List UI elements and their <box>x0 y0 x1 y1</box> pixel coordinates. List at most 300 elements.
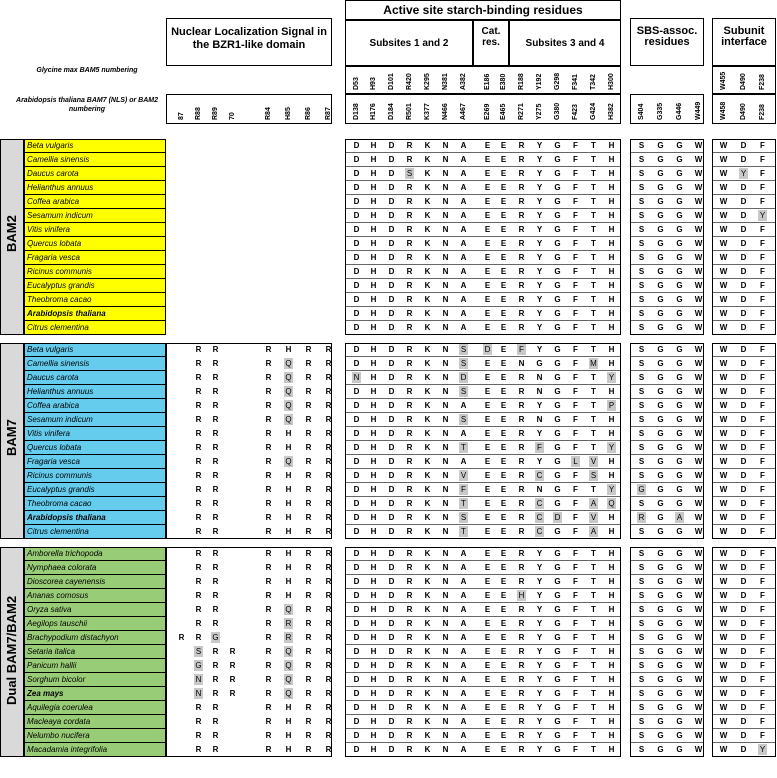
residue-cell: R <box>406 527 413 536</box>
residue-cell: Q <box>285 647 292 656</box>
residue-cell: H <box>370 387 377 396</box>
residue-cell: Y <box>536 717 543 726</box>
row-line <box>345 616 621 617</box>
residue-cell: N <box>442 183 449 192</box>
residue-cell: Y <box>536 591 543 600</box>
residue-cell: W <box>694 647 703 656</box>
residue-cell: D <box>353 225 360 234</box>
residue-cell: H <box>608 471 615 480</box>
species-name: Coffea arabica <box>24 195 166 209</box>
residue-cell: R <box>406 239 413 248</box>
residue-cell: F <box>760 239 765 248</box>
residue-cell: F <box>760 485 765 494</box>
row-line <box>345 482 621 483</box>
residue-cell: A <box>460 267 467 276</box>
row-line <box>712 714 776 715</box>
row-line <box>630 672 704 673</box>
residue-cell: D <box>388 499 395 508</box>
residue-cell: D <box>740 401 747 410</box>
residue-cell: T <box>459 526 468 537</box>
residue-cell: D <box>740 415 747 424</box>
residue-cell: T <box>591 155 596 164</box>
residue-cell: E <box>500 563 507 572</box>
gmax-position-label: F341 <box>572 74 579 90</box>
species-name: Macadamia integrifolia <box>24 743 166 757</box>
row-line <box>712 398 776 399</box>
residue-cell: G <box>676 563 683 572</box>
at-position-label: D138 <box>353 103 360 120</box>
residue-cell: G <box>657 675 664 684</box>
residue-cell: R <box>406 281 413 290</box>
residue-cell: G <box>554 577 561 586</box>
residue-cell: G <box>676 141 683 150</box>
residue-cell: K <box>424 689 431 698</box>
residue-cell: R <box>325 373 332 382</box>
row-line <box>630 250 704 251</box>
residue-cell: K <box>424 577 431 586</box>
residue-cell: Y <box>536 267 543 276</box>
residue-cell: R <box>212 415 219 424</box>
residue-cell: T <box>591 373 596 382</box>
residue-cell: D <box>388 703 395 712</box>
residue-cell: N <box>442 197 449 206</box>
residue-cell: D <box>353 141 360 150</box>
residue-cell: H <box>370 373 377 382</box>
residue-cell: E <box>500 731 507 740</box>
at-num-box-active <box>345 94 621 124</box>
residue-cell: A <box>676 513 683 522</box>
row-line <box>345 510 621 511</box>
row-line <box>345 306 621 307</box>
species-name: Helianthus annuus <box>24 181 166 195</box>
residue-cell: R <box>406 457 413 466</box>
residue-cell: E <box>500 309 507 318</box>
residue-cell: R <box>325 499 332 508</box>
residue-cell: F <box>760 281 765 290</box>
residue-cell: R <box>265 373 272 382</box>
residue-cell: Q <box>285 401 292 410</box>
residue-cell: W <box>694 323 703 332</box>
row-line <box>630 292 704 293</box>
row-line <box>345 292 621 293</box>
at-position-label: S404 <box>638 103 645 120</box>
residue-cell: D <box>353 401 360 410</box>
active-site-header: Active site starch-binding residues <box>383 3 583 17</box>
residue-cell: K <box>424 485 431 494</box>
residue-cell: E <box>500 549 507 558</box>
residue-cell: G <box>554 141 561 150</box>
residue-cell: D <box>388 253 395 262</box>
row-line <box>630 306 704 307</box>
residue-cell: W <box>719 155 728 164</box>
residue-cell: F <box>573 527 578 536</box>
residue-cell: G <box>554 605 561 614</box>
residue-cell: K <box>424 155 431 164</box>
residue-cell: Q <box>285 373 292 382</box>
residue-cell: R <box>518 577 525 586</box>
residue-cell: H <box>370 513 377 522</box>
row-line <box>630 426 704 427</box>
residue-cell: S <box>638 689 645 698</box>
residue-cell: G <box>554 703 561 712</box>
row-line <box>345 236 621 237</box>
row-line <box>345 672 621 673</box>
at-position-label: W449 <box>695 101 702 120</box>
residue-cell: R <box>305 675 312 684</box>
residue-cell: G <box>657 225 664 234</box>
sbs-header: SBS-assoc. residues <box>636 25 698 48</box>
residue-cell: E <box>484 485 491 494</box>
row-line <box>630 370 704 371</box>
residue-cell: N <box>442 689 449 698</box>
residue-cell: E <box>500 717 507 726</box>
residue-cell: N <box>442 309 449 318</box>
residue-cell: T <box>591 731 596 740</box>
row-line <box>712 180 776 181</box>
residue-cell: D <box>388 633 395 642</box>
residue-cell: H <box>608 197 615 206</box>
species-name: Fragaria vesca <box>24 251 166 265</box>
residue-cell: T <box>591 703 596 712</box>
residue-cell: A <box>460 591 467 600</box>
residue-cell: G <box>676 359 683 368</box>
residue-cell: D <box>353 549 360 558</box>
residue-cell: Y <box>536 577 543 586</box>
residue-cell: G <box>676 745 683 754</box>
residue-cell: H <box>370 605 377 614</box>
residue-cell: W <box>719 731 728 740</box>
row-line <box>345 644 621 645</box>
species-name: Setaria italica <box>24 645 166 659</box>
residue-cell: E <box>484 661 491 670</box>
residue-cell: G <box>676 647 683 656</box>
residue-cell: R <box>406 141 413 150</box>
residue-cell: R <box>265 499 272 508</box>
residue-cell: R <box>305 717 312 726</box>
residue-cell: Q <box>285 689 292 698</box>
residue-cell: D <box>388 281 395 290</box>
species-name: Panicum hallii <box>24 659 166 673</box>
residue-cell: G <box>676 373 683 382</box>
residue-cell: R <box>325 689 332 698</box>
residue-cell: G <box>554 485 561 494</box>
residue-cell: A <box>460 605 467 614</box>
gmax-position-label: F238 <box>759 74 766 90</box>
residue-cell: E <box>500 619 507 628</box>
residue-cell: T <box>591 661 596 670</box>
residue-cell: F <box>573 703 578 712</box>
residue-cell: H <box>370 457 377 466</box>
residue-cell: W <box>719 225 728 234</box>
residue-cell: R <box>212 717 219 726</box>
residue-cell: R <box>265 471 272 480</box>
residue-cell: A <box>460 577 467 586</box>
residue-cell: G <box>676 267 683 276</box>
row-line <box>630 588 704 589</box>
residue-cell: K <box>424 295 431 304</box>
residue-cell: R <box>325 633 332 642</box>
residue-cell: F <box>760 443 765 452</box>
residue-cell: H <box>285 731 292 740</box>
residue-cell: T <box>591 169 596 178</box>
residue-cell: F <box>760 647 765 656</box>
residue-cell: N <box>442 745 449 754</box>
residue-cell: W <box>719 717 728 726</box>
residue-cell: T <box>591 591 596 600</box>
residue-cell: Q <box>285 675 292 684</box>
residue-cell: A <box>460 549 467 558</box>
row-line <box>345 264 621 265</box>
residue-cell: E <box>484 401 491 410</box>
residue-cell: K <box>424 387 431 396</box>
residue-cell: A <box>460 295 467 304</box>
residue-cell: R <box>325 619 332 628</box>
residue-cell: F <box>760 387 765 396</box>
residue-cell: N <box>442 359 449 368</box>
residue-cell: G <box>657 661 664 670</box>
residue-cell: G <box>554 549 561 558</box>
residue-cell: H <box>370 745 377 754</box>
subsites34-label: Subsites 3 and 4 <box>525 38 605 49</box>
residue-cell: W <box>719 373 728 382</box>
subsites12-label: Subsites 1 and 2 <box>369 38 449 49</box>
residue-cell: W <box>719 309 728 318</box>
residue-cell: T <box>591 253 596 262</box>
residue-cell: R <box>305 731 312 740</box>
residue-cell: Y <box>536 745 543 754</box>
residue-cell: E <box>484 295 491 304</box>
residue-cell: W <box>719 141 728 150</box>
residue-cell: P <box>608 401 615 410</box>
residue-cell: D <box>740 485 747 494</box>
residue-cell: H <box>370 591 377 600</box>
residue-cell: K <box>424 323 431 332</box>
residue-cell: G <box>554 471 561 480</box>
residue-cell: D <box>388 471 395 480</box>
residue-cell: T <box>591 295 596 304</box>
residue-cell: G <box>554 745 561 754</box>
residue-cell: D <box>353 323 360 332</box>
residue-cell: N <box>442 527 449 536</box>
residue-cell: D <box>388 443 395 452</box>
residue-cell: G <box>554 443 561 452</box>
residue-cell: D <box>740 295 747 304</box>
residue-cell: R <box>195 619 202 628</box>
residue-cell: G <box>676 485 683 494</box>
residue-cell: R <box>325 527 332 536</box>
residue-cell: E <box>484 373 491 382</box>
row-line <box>712 644 776 645</box>
residue-cell: R <box>518 309 525 318</box>
residue-cell: H <box>285 717 292 726</box>
residue-cell: D <box>353 689 360 698</box>
at-position-label: G380 <box>554 102 561 120</box>
residue-cell: R <box>406 155 413 164</box>
residue-cell: W <box>719 387 728 396</box>
residue-cell: Y <box>536 141 543 150</box>
residue-cell: S <box>460 345 467 354</box>
residue-cell: H <box>608 281 615 290</box>
residue-cell: E <box>500 443 507 452</box>
residue-cell: R <box>212 619 219 628</box>
residue-cell: D <box>353 169 360 178</box>
residue-cell: Y <box>608 373 615 382</box>
residue-cell: G <box>536 359 543 368</box>
row-line <box>712 426 776 427</box>
row-line <box>712 320 776 321</box>
residue-cell: G <box>554 267 561 276</box>
residue-cell: G <box>657 309 664 318</box>
residue-cell: R <box>325 471 332 480</box>
residue-cell: H <box>608 387 615 396</box>
residue-cell: F <box>760 513 765 522</box>
residue-cell: W <box>694 619 703 628</box>
residue-cell: N <box>442 281 449 290</box>
residue-cell: D <box>353 309 360 318</box>
residue-cell: E <box>500 211 507 220</box>
residue-cell: T <box>591 183 596 192</box>
residue-cell: D <box>740 647 747 656</box>
residue-cell: K <box>424 591 431 600</box>
residue-cell: T <box>591 141 596 150</box>
residue-cell: G <box>657 619 664 628</box>
residue-cell: G <box>554 647 561 656</box>
residue-cell: R <box>406 197 413 206</box>
residue-cell: H <box>370 527 377 536</box>
residue-cell: D <box>353 253 360 262</box>
residue-cell: R <box>325 605 332 614</box>
residue-cell: T <box>591 605 596 614</box>
residue-cell: E <box>500 577 507 586</box>
residue-cell: E <box>500 239 507 248</box>
residue-cell: H <box>370 563 377 572</box>
residue-cell: R <box>229 647 236 656</box>
residue-cell: R <box>518 633 525 642</box>
residue-cell: D <box>740 373 747 382</box>
residue-cell: T <box>591 197 596 206</box>
residue-cell: R <box>518 619 525 628</box>
row-line <box>712 574 776 575</box>
gmax-position-label: W455 <box>720 71 727 90</box>
residue-cell: H <box>608 731 615 740</box>
residue-cell: E <box>500 401 507 410</box>
residue-cell: E <box>500 513 507 522</box>
row-line <box>630 320 704 321</box>
at-numbering-label: Arabidopsis thaliana BAM7 (NLS) or BAM2 numbering <box>16 97 158 113</box>
residue-cell: D <box>353 527 360 536</box>
residue-cell: R <box>406 387 413 396</box>
species-name: Fragaria vesca <box>24 455 166 469</box>
residue-cell: N <box>442 605 449 614</box>
residue-cell: W <box>694 731 703 740</box>
row-line <box>712 672 776 673</box>
residue-cell: K <box>424 197 431 206</box>
residue-cell: R <box>406 415 413 424</box>
residue-cell: S <box>460 513 467 522</box>
residue-cell: R <box>212 485 219 494</box>
species-name: Oryza sativa <box>24 603 166 617</box>
residue-cell: G <box>657 281 664 290</box>
residue-cell: S <box>638 155 645 164</box>
residue-cell: W <box>694 211 703 220</box>
residue-cell: L <box>571 456 580 467</box>
row-line <box>345 602 621 603</box>
residue-cell: H <box>608 605 615 614</box>
residue-cell: R <box>265 387 272 396</box>
residue-cell: F <box>760 563 765 572</box>
residue-cell: R <box>265 563 272 572</box>
residue-cell: R <box>178 633 185 642</box>
residue-cell: R <box>265 457 272 466</box>
row-line <box>630 728 704 729</box>
species-name: Camellia sinensis <box>24 357 166 371</box>
row-line <box>345 468 621 469</box>
residue-cell: N <box>442 717 449 726</box>
residue-cell: E <box>500 415 507 424</box>
residue-cell: G <box>554 527 561 536</box>
residue-cell: F <box>760 619 765 628</box>
residue-cell: W <box>694 401 703 410</box>
residue-cell: D <box>740 591 747 600</box>
residue-cell: Q <box>608 499 615 508</box>
residue-cell: C <box>536 513 543 522</box>
residue-cell: S <box>638 309 645 318</box>
residue-cell: H <box>370 661 377 670</box>
residue-cell: R <box>325 675 332 684</box>
residue-cell: F <box>760 415 765 424</box>
residue-cell: E <box>484 513 491 522</box>
residue-cell: G <box>657 591 664 600</box>
row-line <box>712 334 776 335</box>
residue-cell: F <box>573 401 578 410</box>
residue-cell: Q <box>285 387 292 396</box>
residue-cell: C <box>536 499 543 508</box>
residue-cell: R <box>305 647 312 656</box>
at-position-label: K377 <box>424 103 431 120</box>
residue-cell: H <box>285 591 292 600</box>
residue-cell: D <box>353 731 360 740</box>
residue-cell: D <box>388 239 395 248</box>
residue-cell: S <box>460 359 467 368</box>
residue-cell: F <box>760 225 765 234</box>
row-line <box>712 616 776 617</box>
residue-cell: H <box>608 549 615 558</box>
residue-cell: F <box>760 141 765 150</box>
residue-cell: F <box>573 485 578 494</box>
residue-cell: R <box>406 373 413 382</box>
residue-cell: H <box>285 549 292 558</box>
residue-cell: R <box>212 591 219 600</box>
residue-cell: W <box>719 281 728 290</box>
residue-cell: F <box>573 141 578 150</box>
gmax-position-label: T342 <box>590 74 597 90</box>
residue-cell: S <box>638 387 645 396</box>
residue-cell: D <box>388 309 395 318</box>
residue-cell: H <box>608 239 615 248</box>
residue-cell: R <box>195 457 202 466</box>
residue-cell: K <box>424 745 431 754</box>
residue-cell: N <box>442 253 449 262</box>
residue-cell: R <box>305 401 312 410</box>
row-line <box>712 560 776 561</box>
residue-cell: D <box>388 527 395 536</box>
residue-cell: H <box>608 619 615 628</box>
residue-cell: K <box>424 703 431 712</box>
residue-cell: G <box>676 457 683 466</box>
residue-cell: G <box>657 605 664 614</box>
residue-cell: R <box>305 689 312 698</box>
at-position-label: D490 <box>740 103 747 120</box>
